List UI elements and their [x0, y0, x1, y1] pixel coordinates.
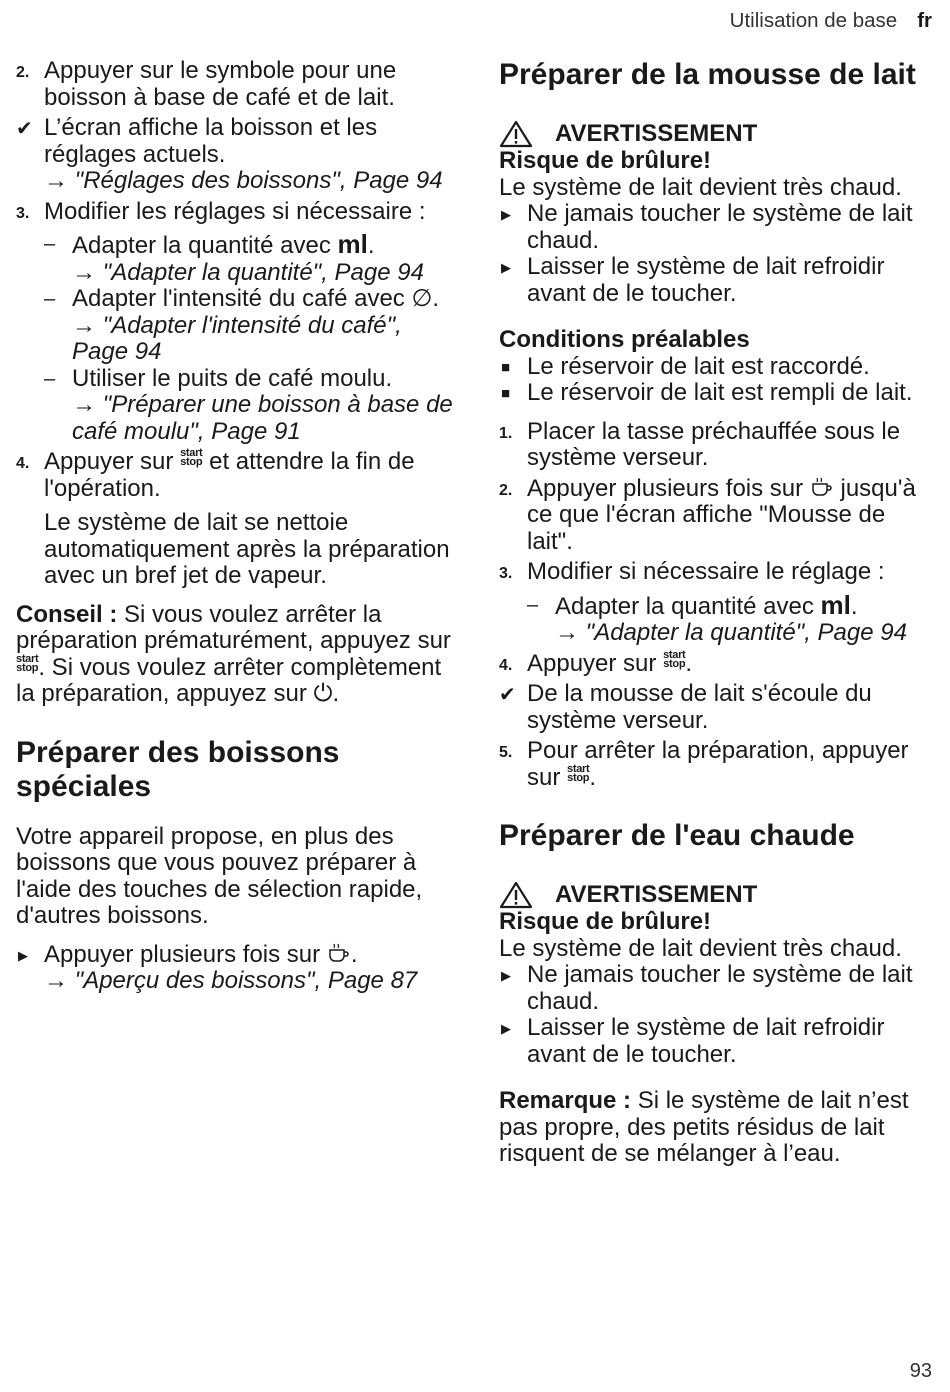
start-stop-icon: start stop [16, 652, 39, 674]
step-2 [16, 58, 456, 111]
foam-step-3: 3. Modifier si nécessaire le réglage : [499, 559, 935, 586]
step-number: 4. [499, 656, 513, 674]
tip-block: Conseil : Si vous voulez arrêter la préparation prématurément, appuyez sur start stop. Si vous voulez arrêter complètement la préparation, appuyez sur ⏻. [16, 600, 451, 707]
foam-step-2: 2. Appuyer plusieurs fois sur jusqu'à ce que l'écran affiche "Mousse de lait". [499, 474, 916, 555]
substep-text: Adapter la quantité avec [72, 232, 331, 259]
step-number: 2. [499, 481, 513, 499]
warning-triangle-icon [499, 120, 533, 148]
substep-text: Adapter l'intensité du café avec [72, 285, 405, 312]
remark-label: Remarque : [499, 1087, 632, 1114]
warning-title: AVERTISSEMENT [499, 120, 935, 148]
cross-reference: → "Adapter la quantité", Page 94 [72, 258, 424, 286]
result-item [16, 115, 456, 195]
heading-special-drinks: Préparer des boissons spéciales [16, 735, 340, 803]
step-number: 3. [499, 565, 513, 582]
substep-ground-coffee [16, 366, 456, 446]
warning-block-2 [499, 881, 935, 1068]
foam-step-5: 5. Pour arrêter la préparation, appuyer sur start stop. [499, 737, 909, 791]
step-text: Modifier les réglages si nécessaire : [44, 197, 426, 225]
bullet-square-icon: ■ [501, 385, 511, 402]
heading-milk-foam: Préparer de la mousse de lait [499, 58, 916, 91]
warning-risk: Risque de brûlure! [499, 908, 712, 935]
remark-block: Remarque : Si le système de lait n’est pas propre, des petits résidus de lait risquent de se mélanger à l’eau. [499, 1087, 909, 1167]
substep-quantity: – Adapter la quantité avec ml. → "Adapter la quantité", Page 94 [16, 231, 456, 286]
section-title: Utilisation de base [729, 9, 898, 32]
warning-text: Le système de lait devient très chaud. [499, 934, 902, 962]
check-icon: ✔ [16, 118, 33, 140]
start-stop-icon: start stop [567, 762, 590, 784]
right-column [499, 58, 935, 1168]
bullet-square-icon: ■ [501, 358, 511, 376]
warning-block-1 [499, 120, 935, 307]
action-triangle-icon: ▶ [501, 260, 511, 275]
special-action: ▶ Appuyer plusieurs fois sur . → "Aperçu des boissons", Page 87 [16, 942, 456, 995]
cross-reference: → "Aperçu des boissons", Page 87 [44, 967, 418, 994]
page-header [730, 8, 932, 35]
step-number: 1. [499, 424, 513, 442]
dash-marker: – [44, 233, 56, 255]
strength-icon: ∅ [411, 285, 433, 312]
warning-action: ▶ Laisser le système de lait refroidir avant de le toucher. [501, 253, 885, 307]
substep-text: Utiliser le puits de café moulu. [72, 364, 393, 392]
conditions-title: Conditions préalables [499, 326, 750, 353]
step-4-note: Le système de lait se nettoie automatiquement après la préparation avec un bref jet de vapeur. [44, 509, 450, 589]
left-column [16, 58, 456, 995]
foam-step-4: 4. Appuyer sur start stop. [499, 651, 935, 678]
dash-marker: – [44, 367, 56, 390]
step-number: 2. [16, 64, 30, 81]
language-code: fr [917, 9, 932, 32]
step-text: Appuyer sur le symbole pour une boisson à base de café et de lait. [44, 57, 397, 111]
foam-substep-quantity: – Adapter la quantité avec ml. → "Adapter la quantité", Page 94 [499, 592, 935, 647]
foam-step-1: 1. Placer la tasse préchauffée sous le système verseur. [499, 417, 901, 471]
substep-intensity: – Adapter l'intensité du café avec ∅. → "Adapter l'intensité du café", Page 94 [16, 286, 456, 366]
special-intro: Votre appareil propose, en plus des boissons que vous pouvez préparer à l'aide des touches de sélection rapide, d'autres boissons. [16, 822, 423, 929]
warning-action: ▶ Ne jamais toucher le système de lait chaud. [501, 200, 913, 254]
conditions-block [499, 327, 935, 407]
start-stop-icon: start stop [180, 447, 203, 468]
action-triangle-icon: ▶ [501, 968, 511, 983]
warning-action: ▶ Laisser le système de lait refroidir avant de le toucher. [501, 1014, 885, 1068]
step-number: 4. [16, 455, 30, 472]
foam-result: ✔ De la mousse de lait s'écoule du système verseur. [499, 680, 872, 734]
ml-icon: ml [337, 229, 368, 259]
cup-menu-icon [810, 476, 834, 498]
condition-item: ■ Le réservoir de lait est rempli de lait. [501, 379, 913, 406]
step-4: 4. Appuyer sur start stop et attendre la fin de l'opération. [16, 447, 415, 502]
warning-text: Le système de lait devient très chaud. [499, 173, 902, 201]
warning-title: AVERTISSEMENT [499, 881, 935, 909]
warning-risk: Risque de brûlure! [499, 147, 712, 174]
dash-marker: – [44, 288, 56, 310]
action-triangle-icon: ▶ [18, 947, 28, 963]
result-text: L’écran affiche la boisson et les réglages actuels. [44, 114, 378, 168]
page-number: 93 [909, 1359, 932, 1382]
power-icon: ⏻ [313, 680, 333, 707]
step-number: 5. [499, 744, 513, 761]
step-3 [16, 199, 456, 226]
warning-action: ▶ Ne jamais toucher le système de lait chaud. [501, 961, 913, 1015]
cross-reference: → "Réglages des boissons", Page 94 [44, 167, 443, 194]
step-number: 3. [16, 204, 30, 222]
ml-icon: ml [820, 589, 851, 620]
start-stop-icon: start stop [663, 648, 686, 670]
tip-label: Conseil : [16, 600, 118, 628]
cross-reference: → "Adapter l'intensité du café", Page 94 [72, 311, 402, 365]
cross-reference: → "Préparer une boisson à base de café moulu", Page 91 [72, 391, 453, 445]
heading-hot-water: Préparer de l'eau chaude [499, 819, 855, 852]
cup-menu-icon [327, 942, 351, 964]
action-triangle-icon: ▶ [501, 1021, 511, 1036]
warning-triangle-icon [499, 881, 533, 909]
cross-reference: → "Adapter la quantité", Page 94 [555, 619, 907, 646]
dash-marker: – [527, 593, 539, 616]
action-triangle-icon: ▶ [501, 207, 511, 222]
condition-item: ■ Le réservoir de lait est raccordé. [501, 352, 870, 380]
check-icon: ✔ [499, 684, 516, 706]
